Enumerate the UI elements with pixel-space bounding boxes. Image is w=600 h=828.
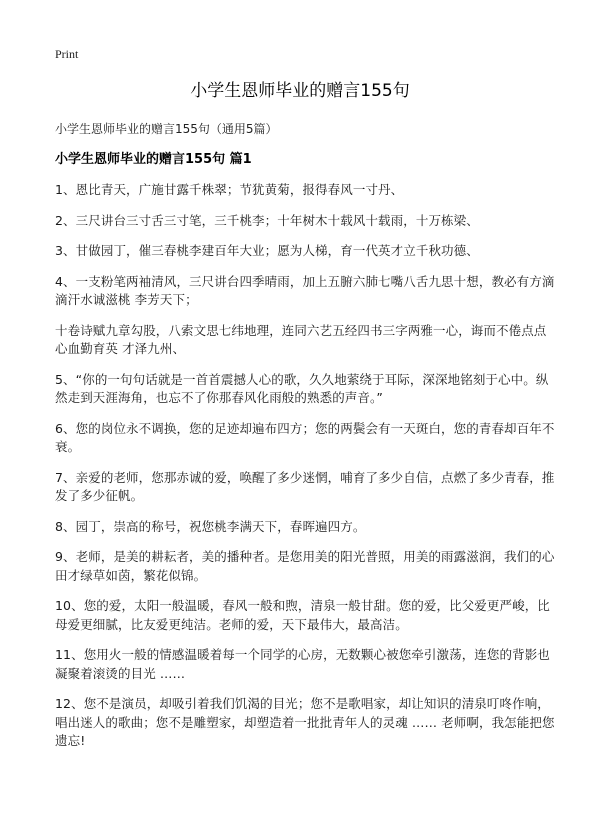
print-label: Print	[55, 47, 79, 61]
list-item: 3、甘做园丁，催三春桃李建百年大业；愿为人梯，育一代英才立千秋功德、	[55, 243, 479, 258]
list-item: 4、一支粉笔两袖清风，三尺讲台四季晴雨，加上五腑六肺七嘴八舌九思十想，教必有方滴滴汗水诚滋桃 李芳天下；	[55, 273, 555, 307]
list-item: 10、您的爱，太阳一般温暖，春风一般和煦，清泉一般甘甜。您的爱，比父爱更严峻，比母爱更细腻，比友爱更纯洁。老师的爱，天下最伟大，最高洁。	[55, 598, 550, 632]
list-item: 6、您的岗位永不调换，您的足迹却遍布四方；您的两鬓会有一天斑白，您的青春却百年不衰。	[55, 420, 555, 454]
list-item: 11、您用火一般的情感温暖着每一个同学的心房，无数颗心被您牵引激荡，连您的背影也凝聚着滚烫的目光 ……	[55, 647, 550, 681]
item-list	[55, 181, 555, 763]
list-item: 7、亲爱的老师，您那赤诚的爱，唤醒了多少迷惘，哺育了多少自信，点燃了多少青春，推发了多少征帆。	[55, 469, 555, 503]
list-item: 8、园丁，崇高的称号，祝您桃李满天下，春晖遍四方。	[55, 518, 366, 534]
list-item: 1、恩比青天，广施甘露千株翠；节犹黄菊，报得春风一寸丹、	[55, 182, 404, 197]
list-item: 2、三尺讲台三寸舌三寸笔，三千桃李；十年树木十载风十载雨，十万栋梁、	[55, 212, 479, 228]
list-item: 十卷诗赋九章勾股，八索文思七纬地理，连同六艺五经四书三字两雅一心，诲而不倦点点心血勤育英 才泽九州、	[55, 322, 547, 356]
page-title: 小学生恩师毕业的赠言155句	[190, 81, 410, 101]
section-heading: 小学生恩师毕业的赠言155句 篇1	[55, 152, 252, 167]
list-item: 12、您不是演员，却吸引着我们饥渴的目光；您不是歌唱家，却让知识的清泉叮咚作响，唱出迷人的歌曲；您不是雕塑家，却塑造着一批批青年人的灵魂 …… 老师啊，我怎能把您遗忘!	[55, 696, 555, 748]
list-item: 5、“你的一句句话就是一首首震撼人心的歌，久久地萦绕于耳际，深深地铭刻于心中。纵然走到天涯海角，也忘不了你那春风化雨般的熟悉的声音。”	[55, 371, 549, 405]
document-subtitle: 小学生恩师毕业的赠言155句（通用5篇）	[55, 122, 278, 136]
list-item: 9、老师，是美的耕耘者，美的播种者。是您用美的阳光普照，用美的雨露滋润，我们的心田才绿草如茵，繁花似锦。	[55, 549, 555, 583]
